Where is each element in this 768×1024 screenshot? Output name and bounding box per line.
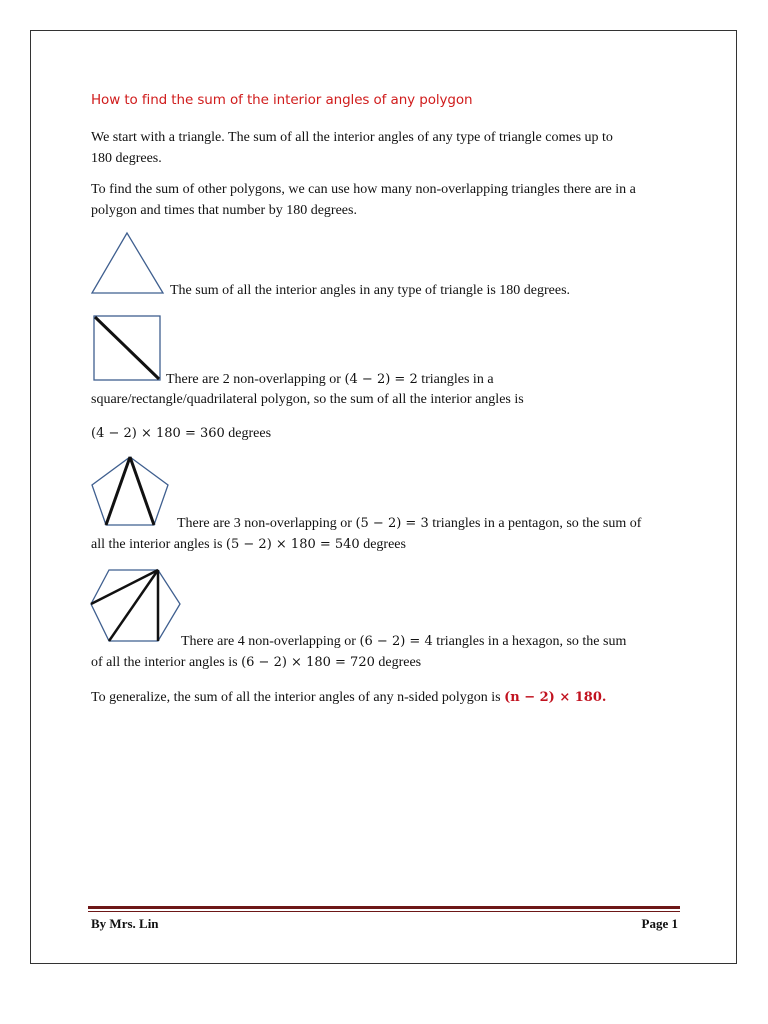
pentagon-line-2-a: all the interior angles is	[91, 537, 223, 552]
pentagon-math-a: (5 − 2) = 3	[355, 516, 429, 531]
square-text-a: There are 2 non-overlapping or	[166, 372, 341, 387]
hexagon-text-a: There are 4 non-overlapping or	[181, 634, 356, 649]
square-figure	[92, 314, 162, 382]
hexagon-line-2-b: degrees	[378, 655, 422, 670]
intro-line-1: We start with a triangle. The sum of all the interior angles of any type of triangle comes up to	[91, 130, 613, 145]
pentagon-line-2	[91, 534, 691, 555]
pentagon-line-2-b: degrees	[363, 537, 406, 552]
footer-rule	[88, 906, 680, 909]
hexagon-math-a: (6 − 2) = 4	[359, 634, 433, 649]
hexagon-figure	[88, 566, 184, 644]
hexagon-line-2	[91, 652, 691, 673]
square-text-c: degrees	[228, 426, 272, 441]
footer-author: By Mrs. Lin	[91, 916, 159, 931]
hexagon-line-1	[181, 631, 768, 652]
intro-line-2: 180 degrees.	[91, 151, 162, 166]
pentagon-line-1	[177, 513, 768, 534]
generalization-line	[91, 687, 691, 708]
hexagon-text-b: triangles in a hexagon, so the sum	[436, 634, 627, 649]
pentagon-text-b: triangles in a pentagon, so the sum of	[432, 516, 642, 531]
square-text-b: triangles in a	[421, 372, 494, 387]
square-line-3	[91, 423, 691, 444]
pentagon-figure	[88, 453, 172, 527]
square-line-2: square/rectangle/quadrilateral polygon, so the sum of all the interior angles is	[91, 392, 524, 407]
intro-line-3: To find the sum of other polygons, we can use how many non-overlapping triangles there are in a	[91, 182, 636, 197]
hexagon-math-b: (6 − 2) × 180 = 720	[241, 655, 375, 670]
hexagon-line-2-a: of all the interior angles is	[91, 655, 238, 670]
pentagon-text-a: There are 3 non-overlapping or	[177, 516, 352, 531]
page-title: How to find the sum of the interior angles of any polygon	[91, 92, 473, 108]
intro-line-4: polygon and times that number by 180 degrees.	[91, 203, 357, 218]
generalization-formula: (n − 2) × 180.	[504, 690, 607, 705]
square-math-c: (4 − 2) × 180 = 360	[91, 426, 225, 441]
pentagon-math-b: (5 − 2) × 180 = 540	[225, 537, 360, 552]
intro-paragraph-1	[91, 127, 691, 169]
triangle-text: The sum of all the interior angles in any type of triangle is 180 degrees.	[170, 283, 571, 298]
intro-paragraph-2	[91, 179, 691, 221]
square-math-a: (4 − 2) = 2	[344, 372, 418, 387]
footer-page-number: Page 1	[641, 916, 678, 931]
footer-rule-thin	[88, 911, 680, 912]
triangle-figure	[90, 230, 166, 296]
square-line-1	[166, 369, 766, 390]
generalization-text: To generalize, the sum of all the interior angles of any n-sided polygon is	[91, 690, 501, 705]
